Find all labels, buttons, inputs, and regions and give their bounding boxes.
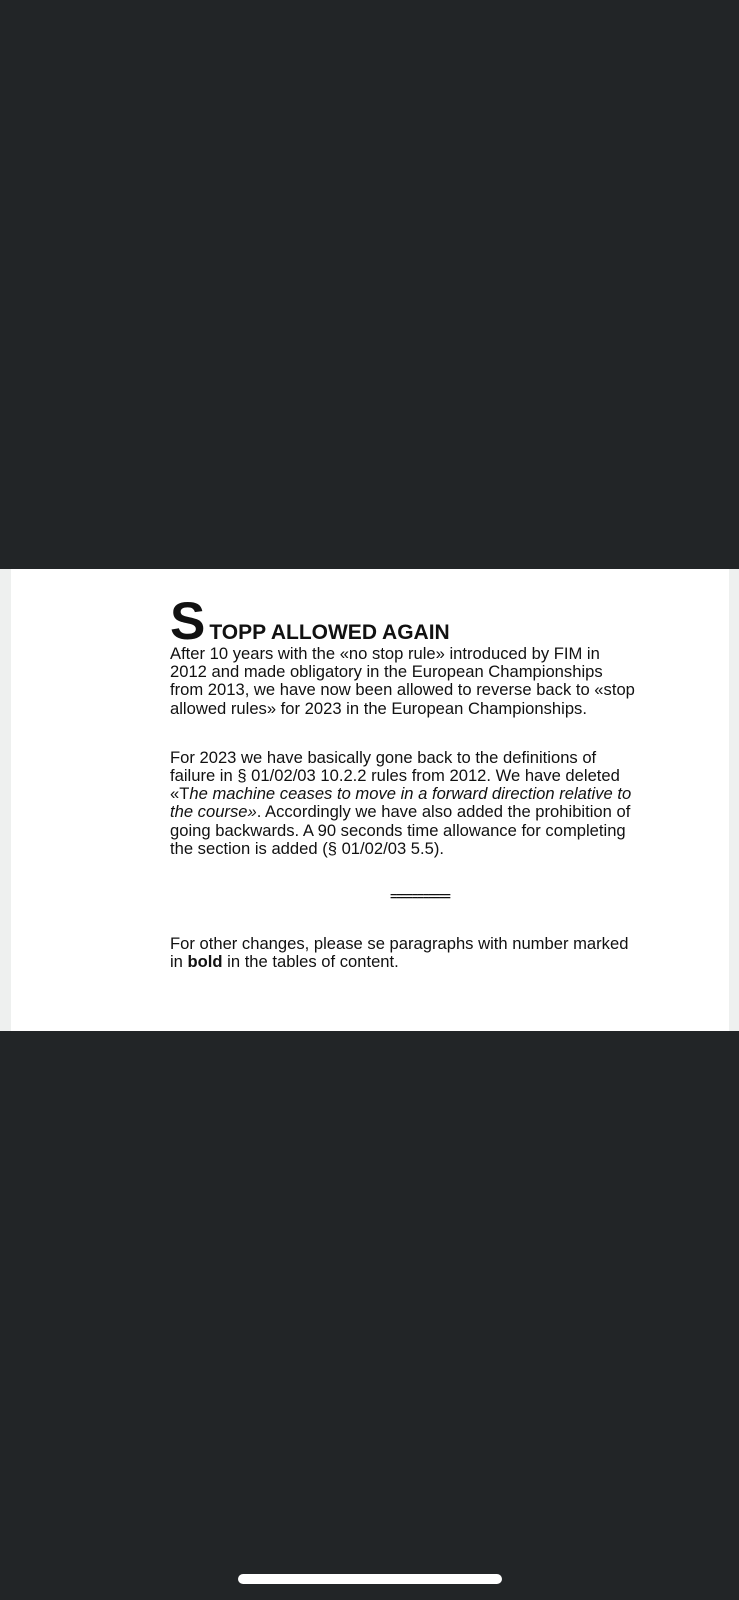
page-band (0, 569, 739, 1031)
document-page[interactable] (11, 569, 729, 1031)
paragraph-other-changes-bold: bold (187, 952, 223, 972)
title-text: TOPP ALLOWED AGAIN (209, 621, 450, 644)
paragraph-definitions-italic: he machine ceases to move in a forward direction relative to the course» (170, 784, 632, 822)
paragraph-other-changes (170, 935, 640, 971)
paragraph-definitions (170, 749, 640, 858)
home-indicator[interactable] (238, 1574, 502, 1584)
paragraph-definitions-text-2: . Accordingly we have also added the prohibition of going backwards. A 90 seconds time allowance for completing the section is added (§ 01/02/03 5.5). (170, 802, 631, 858)
paragraph-other-changes-text-2: in the tables of content. (222, 952, 399, 972)
page-content (170, 592, 640, 972)
title-dropcap: S (170, 592, 206, 651)
page-title (170, 592, 640, 651)
paragraph-definitions-text-1: For 2023 we have basically gone back to the definitions of failure in § 01/02/03 10.2.2 rules from 2012. We have deleted «T (170, 747, 620, 804)
separator-line: =========== (390, 891, 450, 904)
paragraph-other-changes-text-1: For other changes, please se paragraphs with number marked in (170, 934, 629, 972)
paragraph-intro: After 10 years with the «no stop rule» introduced by FIM in 2012 and made obligatory in the European Championships from 2013, we have now been allowed to reverse back to «stop allowed rules» for 2023 in the European Championships. (170, 644, 635, 718)
